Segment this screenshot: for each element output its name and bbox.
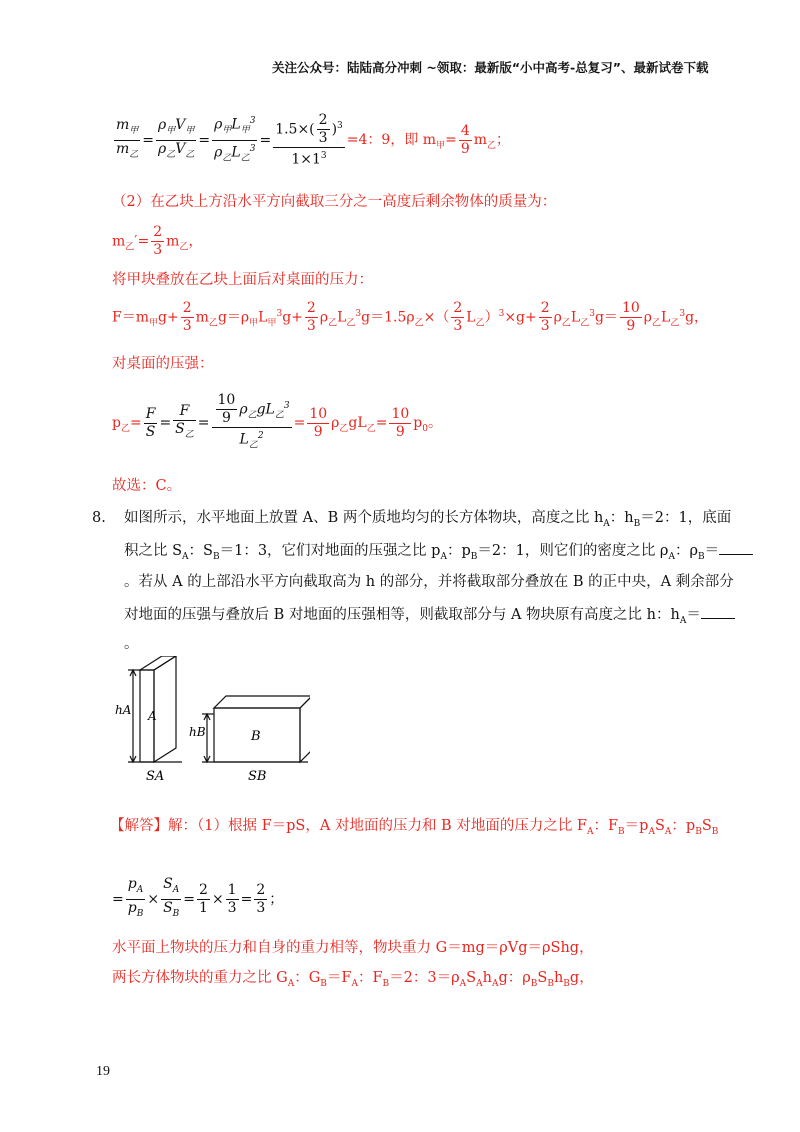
mass-ratio-equation: $\frac{m_甲}{m_乙}$ = $\frac{\rho_甲V_甲}{\rho_乙V_乙}$ = $\frac{\rho_甲L_甲^3}{\rho_乙L_乙^3}$ = 1.5×( $\frac{2}{3}$ )$^3$ $1\times 1^3$ =4：9，即 $m_甲=$ $\frac{4}{9}$ $m_乙$； [116,112,511,168]
label-b: B [251,729,261,744]
block-b-side [300,696,310,762]
answer-line-3: 水平面上物块的压力和自身的重力相等，物块重力 G＝mg＝ρVg＝ρShg， [112,940,594,956]
question-line-5: 。 [124,636,139,652]
answer-ratio-equation: = $\frac{p_A}{p_B}$ × $\frac{S_A}{S_B}$ = $\frac{2}{1}$ × $\frac{1}{3}$ = $\frac{2}{3}$ ； [112,876,284,919]
answer-tag: 【解答】 [110,818,168,834]
question-number: 8. [92,510,106,526]
pressure-equation: $p_乙=$ $\frac{F}{S}$ = $\frac{F}{S_乙}$ = $\frac{10}{9}$ $\rho_乙gL_乙^3$ $L_乙^2$ = $\frac{10}{9}$ $\rho_乙gL_乙=$ $\frac{10}{9}$ $p_0$。 [112,392,442,451]
label-a: A [148,709,157,723]
question-line-4: 对地面的压强与叠放后 B 对地面的压强相等，则截取部分与 A 物块原有高度之比 h：$h_A=$ [124,604,735,631]
block-diagram [110,656,310,792]
label-sb: SB [248,769,267,784]
question-line-1: 如图所示，水平地面上放置 A、B 两个质地均匀的长方体物块，高度之比 $h_A$：$h_B=2$：1，底面 [124,510,732,529]
choice-answer: 故选：C。 [112,478,182,494]
answer-line-4: 两长方体物块的重力之比 $G_A$：$G_B=F_A$：$F_B=2$：$3=\rho_AS_Ah_Ag$：$\rho_BS_Bh_Bg$， [112,970,594,989]
force-equation: $F=m_甲g+$ $\frac{2}{3}$ $m_乙g=\rho_甲L_甲^3g+$ $\frac{2}{3}$ $\rho_乙L_乙^3g=1.5\rho_乙\times$（ $\frac{2}{3}$ $L_乙)^3\times g+$ $\frac{2}{3}$ $\rho_乙L_乙^3g=$ $\frac{10}{9}$ $\rho_乙L_乙^3g$， [112,300,709,334]
label-sa: SA [146,769,165,784]
part2-intro: （2）在乙块上方沿水平方向截取三分之一高度后剩余物体的质量为： [112,194,557,210]
page-header: 关注公众号：陆陆高分冲刺 ~领取：最新版“小中高考-总复习”、最新试卷下载 [272,60,709,75]
block-a-side [154,656,176,762]
pressure-force-intro: 将甲块叠放在乙块上面后对桌面的压力： [112,272,373,288]
answer-line-1: 【解答】解：（1）根据 F＝pS，A 对地面的压力和 B 对地面的压力之比 $F_A$：$F_B=p_AS_A$：$p_BS_B$ [110,818,719,837]
block-b-top [214,696,310,708]
question-line-2: 积之比 $S_A$：$S_B=1$：3，它们对地面的压强之比 $p_A$：$p_B=2$：1，则它们的密度之比 $\rho_A$：$\rho_B=$ [124,540,753,567]
label-ha: hA [115,703,132,717]
label-hb: hB [189,725,206,739]
page-number: 19 [96,1064,110,1079]
pressure-intro: 对桌面的压强： [112,356,214,372]
remaining-mass-equation: $m_乙'=$ $\frac{2}{3}$ $m_乙$， [112,224,203,258]
question-line-3: 。若从 A 的上部沿水平方向截取高为 h 的部分，并将截取部分叠放在 B 的正中央，A 剩余部分 [124,574,734,590]
